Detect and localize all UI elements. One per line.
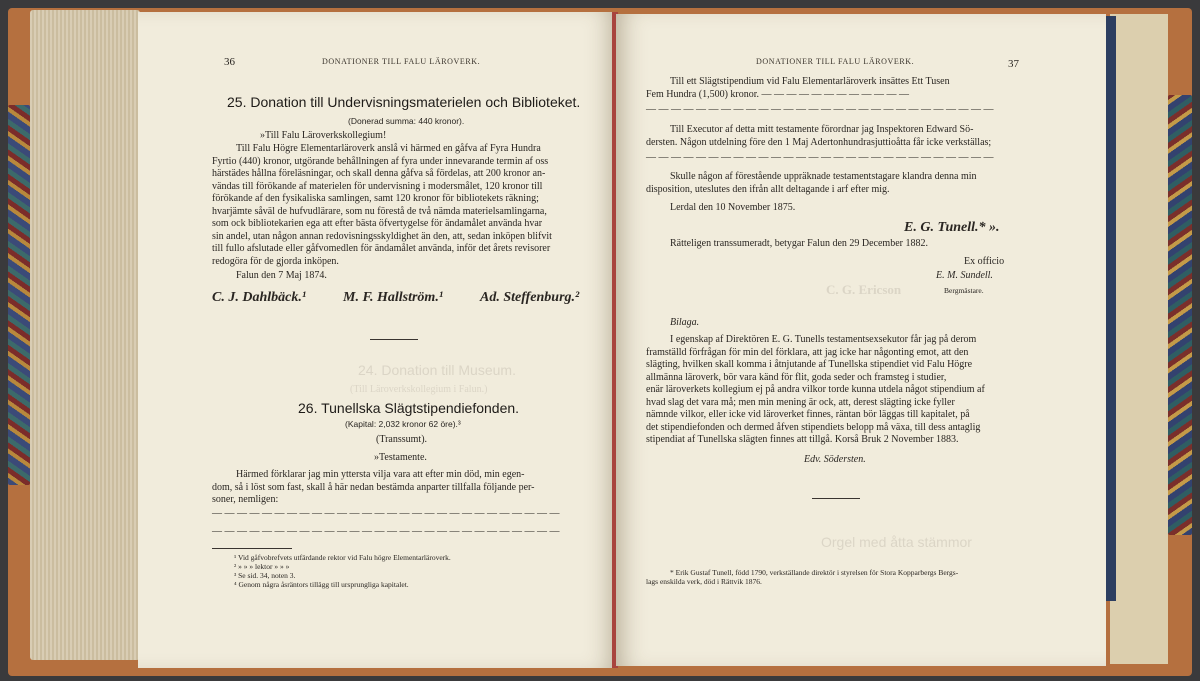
text-line: redogöra för de gjorda inköpen. [212,255,339,267]
footnote-rule [212,548,292,549]
section-25-body [212,143,596,268]
page-stack-right [1110,14,1168,664]
marbled-edge-left [8,105,30,485]
text-line: I egenskap af Direktören E. G. Tunells testamentsexsekutor får jag på derom [670,334,977,345]
ex-officio: Ex officio [964,256,1005,267]
text-line: slägting, hvilken skall komma i åtnjutande af Tunellska stipendiet vid Falu Högre [646,359,973,370]
footnote: ⁴ Genom några åsräntors tillägg till ursprungliga kapitalet. [234,580,409,589]
text-line: hvarjämte såväl de hufvudlärare, som nu förestå de två nämda materielsamlingarna, [212,205,547,217]
text-line: enär läroverkets kollegium ej på andra vilkor torde kunna utdela något stipendium af [646,384,985,395]
footnote: ² » » » lektor » » » [234,562,290,571]
section-25-capital: (Donerad summa: 440 kronor). [348,116,465,126]
paragraph [646,171,1036,196]
signature-sundell: E. M. Sundell. [936,270,993,281]
dash-line: — — — — — — — — — — — — — — — — — — — — — — — — — — — — [646,152,994,163]
section-26-body [212,469,596,507]
bleed-through-text: (Till Läroverkskollegium i Falun.) [350,384,488,395]
text-line: sin andel, utan någon annan redovisningsskyldighet än den, att, sedan inköpen blifvit [212,230,552,242]
text-line: vändas till förökande af materielen för undervisning i modersmålet, 120 kronor till [212,180,543,192]
bleed-through-text: C. G. Ericson [826,282,902,297]
signature-tunell: E. G. Tunell.* ». [904,220,1000,235]
text-line: Fem Hundra (1,500) kronor. — — — — — — — — — — — — [646,88,910,100]
text-line: dersten. Någon utdelning före den 1 Maj Adertonhundrasjuttioåtta får icke verkställas; [646,136,992,148]
page-number: 37 [1008,58,1019,70]
footnote [646,568,1044,586]
place-date: Lerdal den 10 November 1875. [670,202,796,213]
section-25-title: 25. Donation till Undervisningsmaterielen och Biblioteket. [227,94,581,110]
running-head: DONATIONER TILL FALU LÄROVERK. [322,57,481,66]
text-line: hvad slag det vara må; men min mening är ock, att, derest slägting icke fyller [646,396,955,408]
section-26-capital: (Kapital: 2,032 kronor 62 öre).³ [345,419,461,429]
dash-line: — — — — — — — — — — — — — — — — — — — — — — — — — — — — [212,508,560,519]
text-line: Fyrtio (440) kronor, utgörande behållningen af fyra under innevarande termin af oss [212,155,549,167]
text-line: härstädes hållna föreläsningar, och skall denna gåfva så fördelas, att 200 kronor an- [212,168,546,179]
footnotes [234,553,451,589]
text-line: disposition, uteslutes den ifrån allt deltagande i arf efter mig. [646,183,890,195]
text-line: förökande af den fysikaliska samlingen, samt 120 kronor för bibliotekets räkning; [212,193,539,204]
text-line: Skulle någon af förestående uppräknade testamentstagare klandra denna min [670,171,977,182]
dash-line: — — — — — — — — — — — — — — — — — — — — — — — — — — — — [646,104,994,115]
footnote-line: * Erik Gustaf Tunell, född 1790, verkställande direktör i styrelsen för Stora Kopparbergs Bergs- [670,568,959,577]
signature: Ad. Steffenburg.² [480,290,580,305]
left-page [138,12,616,668]
section-26-title: 26. Tunellska Slägtstipendiefonden. [298,400,520,416]
bleed-through-text: 24. Donation till Museum. [358,362,516,378]
footnote: ¹ Vid gåfvobrefvets utfärdande rektor vid Falu högre Elementarläroverk. [234,553,451,562]
page-stack-left [30,10,140,660]
spine-edge [1106,16,1116,601]
running-head: DONATIONER TILL FALU LÄROVERK. [756,57,915,66]
paragraph [646,76,1036,101]
footnote: ³ Se sid. 34, noten 3. [234,571,296,580]
text-line: stipendiat af Tunellska slägten finnes att tillgå. Korså Bruk 2 November 1883. [646,434,959,445]
title-bergmastare: Bergmästare. [944,286,984,295]
marbled-edge-right [1168,95,1192,535]
text-line: det stipendiefonden och dermed åfven stipendiets belopp må växa, till dess antaglig [646,421,981,433]
text-line: soner, nemligen: [212,494,279,505]
text-line: Till Executor af detta mitt testamente förordnar jag Inspektoren Edward Sö- [670,124,974,135]
certification: Rätteligen transsumeradt, betygar Falun den 29 December 1882. [670,238,928,249]
text-line: Till Falu Högre Elementarläroverk anslå vi härmed en gåfva af Fyra Hundra [236,143,541,154]
text-line: framställd förfrågan för min del förklara, att jag icke har någonting emot, att den [646,346,969,358]
text-line: till fullo afslutade eller gåfvomedlen för ändamålet använda, inför det årets revisorer [212,243,551,254]
text-line: Till ett Slägtstipendium vid Falu Elementarläroverk insättes Ett Tusen [670,76,950,87]
salutation: »Till Falu Läroverkskollegium! [260,130,387,141]
signature: M. F. Hallström.¹ [343,290,444,305]
text-line: som ock bibliotekarien ega att efter bästa öfvertygelse för ändamålet använda hvar [212,218,543,229]
testamente-label: »Testamente. [374,452,427,463]
text-line: nämnde vilkor, eller icke vid läroverket finnes, räntan bör läggas till kapitalet, på [646,409,970,420]
bilaga-body [646,334,1036,447]
text-line: dom, så i löst som fast, skall å här nedan bestämda anparter tillfalla följande per- [212,481,535,493]
dash-line: — — — — — — — — — — — — — — — — — — — — — — — — — — — — [212,526,560,537]
text-line: allmänna läroverk, bör vara känd för flit, goda seder och framsteg i studier, [646,371,947,383]
transumt-label: (Transsumt). [376,434,428,445]
divider [812,498,860,499]
page-number: 36 [224,56,235,68]
date-line: Falun den 7 Maj 1874. [236,270,327,281]
divider [370,339,418,340]
text-line: Härmed förklarar jag min yttersta vilja vara att efter min död, min egen- [236,469,525,480]
bleed-through-text: Orgel med åtta stämmor [821,534,972,550]
bilaga-heading: Bilaga. [670,317,700,328]
footnote-line: lags enskilda verk, död i Rättvik 1876. [646,577,762,586]
paragraph [646,124,1036,149]
right-page [616,14,1106,666]
signature: C. J. Dahlbäck.¹ [212,290,307,305]
signature-sodersten: Edv. Södersten. [804,454,866,465]
